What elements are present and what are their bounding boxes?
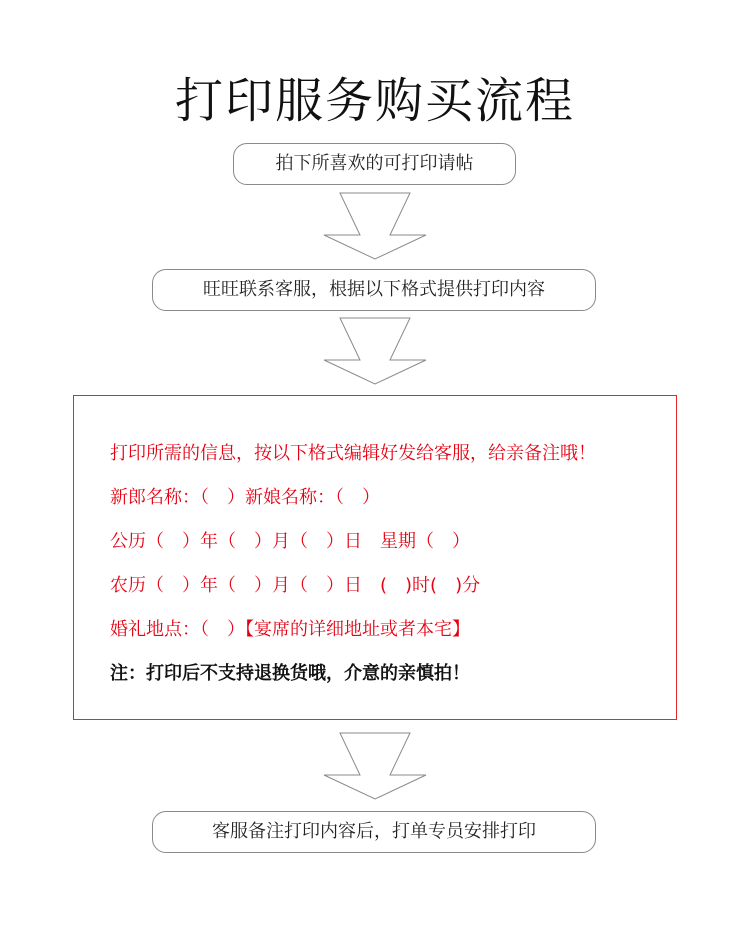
page-title: 打印服务购买流程: [174, 73, 575, 129]
info-instruction: 打印所需的信息，按以下格式编辑好发给客服，给亲备注哦！: [110, 443, 596, 464]
down-arrow-icon: [320, 316, 430, 386]
info-venue-line: 婚礼地点：（ ）【宴席的详细地址或者本宅】: [110, 619, 470, 640]
down-arrow-icon: [320, 731, 430, 801]
step-3-box: 客服备注打印内容后，打单专员安排打印: [152, 811, 596, 853]
step-1-box: 拍下所喜欢的可打印请帖: [233, 143, 516, 185]
info-names-line: 新郎名称：（ ）新娘名称：（ ）: [110, 487, 380, 508]
info-gregorian-date-line: 公历（ ）年（ ）月（ ）日 星期（ ）: [110, 531, 470, 552]
step-2-box: 旺旺联系客服，根据以下格式提供打印内容: [152, 269, 596, 311]
info-lunar-date-line: 农历（ ）年（ ）月（ ）日 ( )时( )分: [110, 575, 481, 596]
down-arrow-icon: [320, 191, 430, 261]
info-note-line: 注：打印后不支持退换货哦，介意的亲慎拍！: [110, 663, 470, 684]
